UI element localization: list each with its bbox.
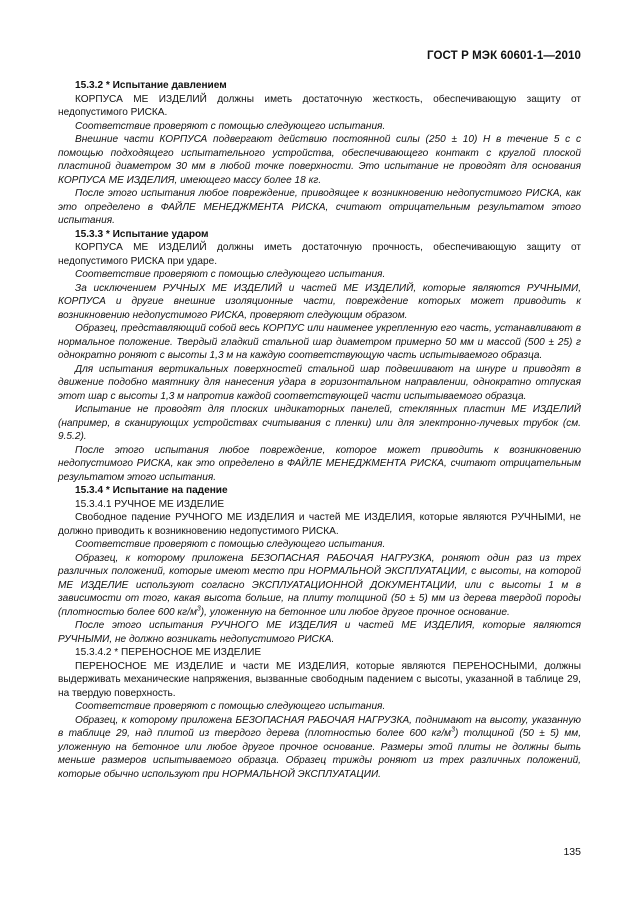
paragraph-text: ПЕРЕНОСНОЕ МЕ ИЗДЕЛИЕ и части МЕ ИЗДЕЛИЯ, которые являются ПЕРЕНОСНЫМИ, должны выдерживать механические напряжения, вызванные свободным падением с высоты, указанной в таблице 29, на твердую поверхность. <box>58 660 581 699</box>
paragraph <box>58 552 581 620</box>
paragraph <box>58 619 581 646</box>
paragraph-text: 15.3.2 * Испытание давлением <box>75 80 227 91</box>
paragraph-text: 15.3.4.2 * ПЕРЕНОСНОЕ МЕ ИЗДЕЛИЕ <box>75 647 262 658</box>
document-body <box>58 79 581 781</box>
paragraph <box>58 403 581 444</box>
paragraph <box>58 120 581 134</box>
paragraph <box>58 133 581 187</box>
paragraph <box>58 444 581 485</box>
paragraph <box>58 322 581 363</box>
paragraph <box>58 241 581 268</box>
paragraph <box>58 282 581 323</box>
paragraph-text: Соответствие проверяют с помощью следующего испытания. <box>75 269 386 280</box>
paragraph-text: 15.3.4 * Испытание на падение <box>75 485 228 496</box>
superscript: 3 <box>451 726 455 734</box>
paragraph <box>58 646 581 660</box>
paragraph-text: После этого испытания любое повреждение, которое может приводить к возникновению недопустимого РИСКА, как это определено в ФАЙЛЕ МЕНЕДЖМЕНТА РИСКА, считают отрицательным результатом этого испытания. <box>58 444 581 483</box>
paragraph-text: КОРПУСА МЕ ИЗДЕЛИЙ должны иметь достаточную прочность, обеспечивающую защиту от недопустимого РИСКА при ударе. <box>58 242 581 267</box>
paragraph-text: КОРПУСА МЕ ИЗДЕЛИЙ должны иметь достаточную жесткость, обеспечивающую защиту от недопустимого РИСКА. <box>58 93 581 118</box>
superscript: 3 <box>196 605 201 613</box>
paragraph <box>58 268 581 282</box>
paragraph-text: Испытание не проводят для плоских индикаторных панелей, стеклянных пластин МЕ ИЗДЕЛИЙ (например, в сканирующих устройствах считывания с пленки) или для электронно-лучевых трубок (см. 9.5.2). <box>58 404 581 442</box>
paragraph-text: Соответствие проверяют с помощью следующего испытания. <box>75 120 386 132</box>
paragraph-text: За исключением РУЧНЫХ МЕ ИЗДЕЛИЙ и частей МЕ ИЗДЕЛИЙ, которые являются РУЧНЫМИ, КОРПУСА и другие внешние изоляционные части, повреждение которых может приводить к возникновению недопустимого РИСКА, проверяют следующим образом. <box>58 282 581 321</box>
paragraph <box>58 714 581 782</box>
paragraph-text: Соответствие проверяют с помощью следующего испытания. <box>75 701 386 712</box>
paragraph-text: После этого испытания любое повреждение, приводящее к возникновению недопустимого РИСКА, как это определено в ФАЙЛЕ МЕНЕДЖМЕНТА РИСКА, считают отрицательным результатом этого испытания. <box>58 188 581 226</box>
paragraph <box>58 363 581 404</box>
page-number: 135 <box>563 846 581 858</box>
section-heading <box>58 228 581 242</box>
paragraph <box>58 498 581 512</box>
paragraph-text: Для испытания вертикальных поверхностей стальной шар подвешивают на шнуре и приводят в движение подобно маятнику для нанесения удара в горизонтальном направлении, однократно отпуская этот шар с высоты 1,3 м напротив каждой соответствующей части испытываемого образца. <box>58 363 581 402</box>
paragraph <box>58 660 581 701</box>
paragraph-text: Свободное падение РУЧНОГО МЕ ИЗДЕЛИЯ и частей МЕ ИЗДЕЛИЯ, которые являются РУЧНЫМИ, не должно приводить к возникновению недопустимого РИСКА. <box>58 512 581 537</box>
paragraph <box>58 93 581 120</box>
paragraph-text: 15.3.3 * Испытание ударом <box>75 228 209 240</box>
paragraph-text: Образец, представляющий собой весь КОРПУС или наименее укрепленную его часть, устанавливают в нормальное положение. Твердый гладкий стальной шар диаметром примерно 50 мм и массой (500 ± 25) г однократно роняют с высоты 1,3 м на каждую соответствующую часть испытываемого образца. <box>58 323 581 361</box>
paragraph-text-continued: ), уложенную на бетонное или любое другое прочное основание. <box>200 606 510 618</box>
section-heading <box>58 484 581 498</box>
section-heading <box>58 79 581 93</box>
paragraph <box>58 700 581 714</box>
standard-header: ГОСТ Р МЭК 60601-1—2010 <box>427 50 581 62</box>
paragraph <box>58 538 581 552</box>
paragraph-text: 15.3.4.1 РУЧНОЕ МЕ ИЗДЕЛИЕ <box>75 498 225 510</box>
paragraph-text: Образец, к которому приложена БЕЗОПАСНАЯ РАБОЧАЯ НАГРУЗКА, роняют один раз из трех различных положений, которые имеют место при НОРМАЛЬНОЙ ЭКСПЛУАТАЦИИ, с высоты, на которой МЕ ИЗДЕЛИЕ используют согласно ЭКСПЛУАТАЦИОННОЙ ДОКУМЕНТАЦИИ, или с высоты 1 м в зависимости от того, какая высота больше, на плиту толщиной (50 ± 5) мм из дерева твердой породы (плотностью более 600 кг/м <box>58 552 581 618</box>
paragraph-text: Внешние части КОРПУСА подвергают действию постоянной силы (250 ± 10) Н в течение 5 с с помощью подходящего испытательного устройства, обеспечивающего контакт с круглой плоской пластиной диаметром 30 мм в любой точке поверхности. Это испытание не проводят для основания КОРПУСА МЕ ИЗДЕЛИЯ, имеющего массу более 18 кг. <box>58 134 581 186</box>
paragraph-text: Образец, к которому приложена БЕЗОПАСНАЯ РАБОЧАЯ НАГРУЗКА, поднимают на высоту, указанную в таблице 29, над плитой из твердого дерева (плотностью более 600 кг/м <box>58 714 581 739</box>
paragraph <box>58 511 581 538</box>
paragraph-text: Соответствие проверяют с помощью следующего испытания. <box>75 539 386 550</box>
paragraph <box>58 187 581 228</box>
paragraph-text: После этого испытания РУЧНОГО МЕ ИЗДЕЛИЯ и частей МЕ ИЗДЕЛИЯ, которые являются РУЧНЫМИ, не должно возникать недопустимого РИСКА. <box>58 620 581 645</box>
paragraph-text-continued: ) толщиной (50 ± 5) мм, уложенную на бетонное или любое другое прочное основание. Размеры этой плиты не должны быть меньше размеров испытываемого образца. Образец трижды роняют из трех различных положений, которые обычно используют при НОРМАЛЬНОЙ ЭКСПЛУАТАЦИИ. <box>58 728 581 780</box>
